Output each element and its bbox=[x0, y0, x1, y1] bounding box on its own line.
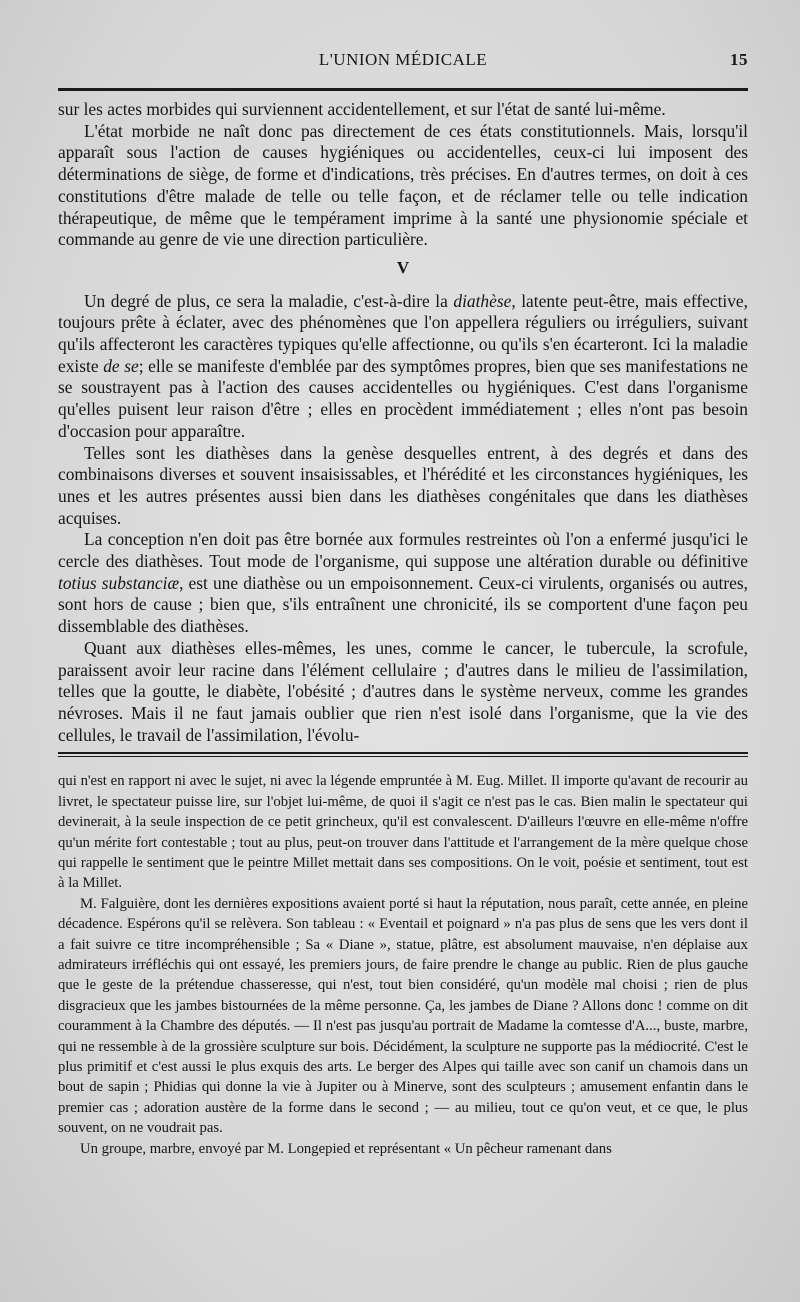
italic-term: totius substanciæ bbox=[58, 572, 180, 593]
paragraph: L'état morbide ne naît donc pas directement de ces états constitutionnels. Mais, lorsqu'il apparaît sous l'action de causes hygiéniques ou accidentelles, ceux-ci lui imposent des déterminations de siège, de forme et d'indications, très précises. En d'autres termes, on doit à ces constitutions d'être malade de telle ou telle façon, et de réclamer telle ou telle indication thérapeutique, de même que le tempérament imprime à la santé une physionomie spéciale et commande au genre de vie une direction particulière. bbox=[58, 120, 748, 250]
paragraph bbox=[58, 291, 748, 443]
page-header bbox=[58, 50, 748, 78]
feuilleton-paragraph: M. Falguière, dont les dernières expositions avaient porté si haut la réputation, nous paraît, cette année, en pleine décadence. Espérons qu'il se relèvera. Son tableau : « Eventail et poignard » n'a pas plus de sens que les vers dont il a fait suivre ce titre incompréhensible ; Sa « Diane », statue, plâtre, est absolument mauvaise, n'en déplaise aux admirateurs irréfléchis qui ont essayé, les premiers jours, de faire prendre le change au public. Rien de plus gauche que le geste de la prétendue chasseresse, qui n'est, tout bien considéré, qu'un modèle mal choisi ; rien de plus disgracieux que les jambes bistournées de la même personne. Ça, les jambes de Diane ? Allons donc ! comme on dit couramment à la Chambre des députés. — Il n'est pas jusqu'au portrait de Madame la comtesse d'A..., buste, marbre, qui ne ressemble à de la grossière sculpture sur bois. Décidément, la sculpture ne supporte pas la médiocrité. C'est le plus primitif et c'est aussi le plus exquis des arts. Le berger des Alpes qui taille avec son canif un chamois dans un bout de sapin ; Phidias qui donne la vie à Jupiter ou à Minerve, sont des sculpteurs ; amusement enfantin dans le premier cas ; adoration austère de la forme dans le second ; — au milieu, tout ce qu'on veut, et ce que, le plus souvent, on ne voudrait pas. bbox=[58, 895, 748, 1137]
main-text bbox=[58, 99, 748, 746]
feuilleton-rule-thin bbox=[58, 756, 748, 757]
italic-term: diathèse bbox=[453, 290, 512, 311]
italic-term: de se bbox=[103, 355, 139, 376]
header-rule bbox=[58, 88, 748, 91]
feuilleton-rule bbox=[58, 752, 748, 754]
section-heading: V bbox=[396, 257, 410, 277]
paragraph-text: Un degré de plus, ce sera la maladie, c'est-à-dire la bbox=[84, 290, 454, 311]
running-head: L'UNION MÉDICALE bbox=[318, 50, 488, 69]
paragraph: Quant aux diathèses elles-mêmes, les unes, comme le cancer, le tubercule, la scrofule, paraissent avoir leur racine dans l'élément cellulaire ; d'autres dans le milieu de l'assimilation, telles que la goutte, le diabète, l'obésité ; d'autres dans le système nerveux, comme les grandes névroses. Mais il ne faut jamais oublier que rien n'est isolé dans l'organisme, que la vie des cellules, le travail de l'assimilation, l'évolu- bbox=[58, 637, 748, 745]
feuilleton-paragraph: Un groupe, marbre, envoyé par M. Longepied et représentant « Un pêcheur ramenant dans bbox=[80, 1140, 612, 1157]
paragraph-text: ; elle se manifeste d'emblée par des symptômes propres, bien que ses manifestations ne se soustrayent pas à l'action des causes accidentelles ou hygiéniques. C'est dans l'organisme qu'elles puisent leur raison d'être ; elles en procèdent immédiatement ; elles n'ont pas besoin d'occasion pour apparaître. bbox=[58, 355, 748, 441]
paragraph-text: , latente peut-être, mais effective, toujours prête à éclater, avec des phénomènes que l'on appellera réguliers ou irréguliers, suivant qu'ils affecteront les caractères typiques qu'elle affectionne, ou qu'ils s'en écarteront. Ici la maladie existe bbox=[58, 290, 748, 376]
feuilleton-paragraph: qui n'est en rapport ni avec le sujet, ni avec la légende empruntée à M. Eug. Millet. Il importe qu'avant de recourir au livret, le spectateur puisse lire, sur l'objet lui-même, de quoi il s'agit ce n'est pas le cas. Bien malin le spectateur qui devinerait, à la seule inspection de ce petit grincheux, qu'il est convalescent. D'ailleurs l'œuvre en elle-même n'offre qu'un mérite fort contestable ; tout au plus, peut-on trouver dans l'attitude et l'arrangement de la mère quelque chose qui rappelle le sentiment que le peintre Millet mettait dans ses compositions. On le voit, poésie et sentiment, tout est à la Millet. bbox=[58, 773, 748, 892]
feuilleton-text bbox=[58, 771, 748, 1159]
paragraph bbox=[58, 529, 748, 638]
page-number: 15 bbox=[730, 50, 748, 69]
paragraph: Telles sont les diathèses dans la genèse desquelles entrent, à des degrés et dans des combinaisons diverses et souvent insaisissables, et l'hérédité et les circonstances hygiéniques, les unes et les autres présentes aussi bien dans les diathèses congénitales que dans les diathèses acquises. bbox=[58, 442, 748, 528]
paragraph-text: La conception n'en doit pas être bornée aux formules restreintes où l'on a enfermé jusqu'ici le cercle des diathèses. Tout mode de l'organisme, qui suppose une altération durable ou définitive bbox=[58, 529, 748, 572]
paragraph-text: , est une diathèse ou un empoisonnement. Ceux-ci virulents, organisés ou autres, sont hors de cause ; bien que, s'ils entraînent une chronicité, ils se comportent d'une façon peu dissemblable des diathèses. bbox=[58, 572, 748, 637]
paragraph: sur les actes morbides qui surviennent accidentellement, et sur l'état de santé lui-même. bbox=[58, 99, 666, 119]
